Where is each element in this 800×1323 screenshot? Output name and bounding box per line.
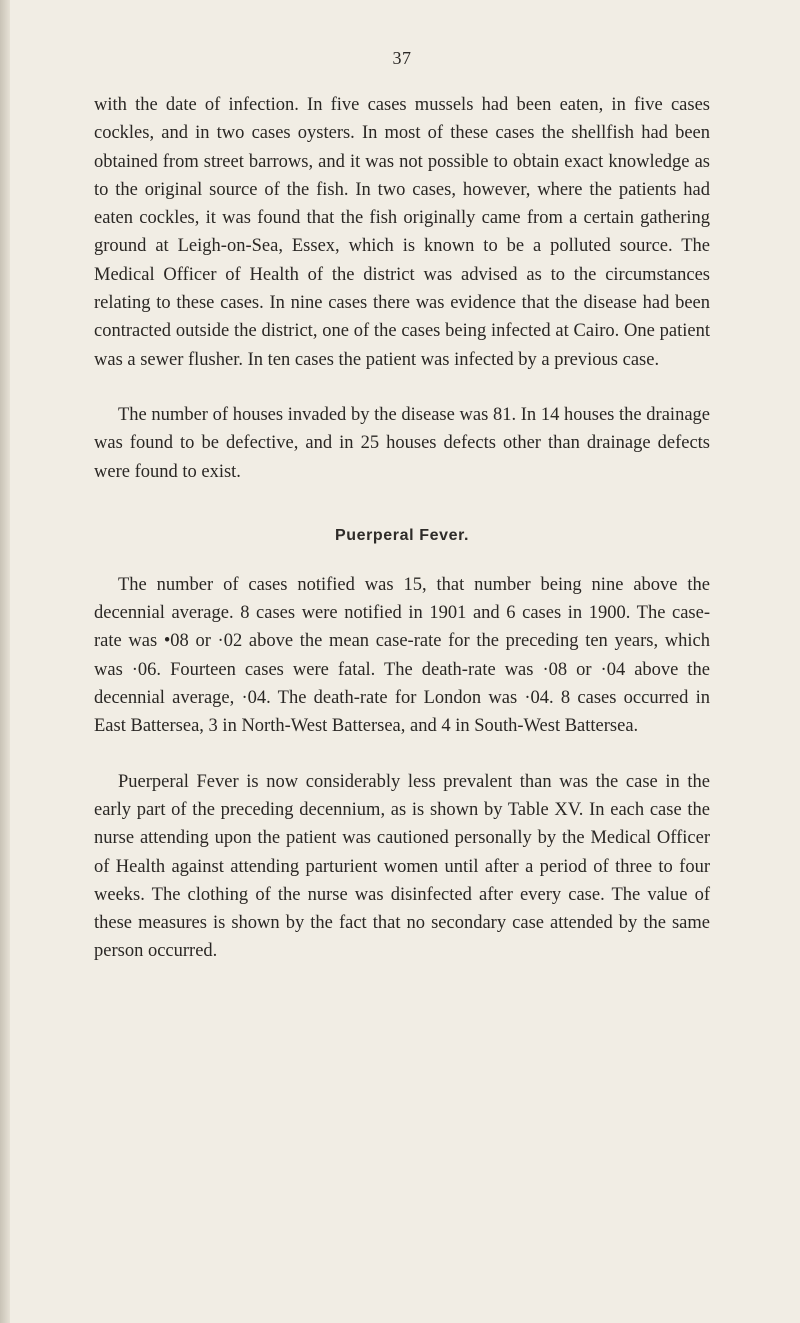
page-number: 37 [392, 48, 412, 68]
paragraph-gap [94, 374, 710, 401]
paragraph-cases-notified: The number of cases notified was 15, that number being nine above the decennial average. 8 cases were notified in 1901 and 6 cases in 1900. The case-rate was •08 or ·02 above the mean case-rate for the preceding ten years, which was ·06. Fourteen cases were fatal. The death-rate was ·08 or ·04 above the decennial average, ·04. The death-rate for London was ·04. 8 cases occurred in East Battersea, 3 in North-West Battersea, and 4 in South-West Battersea. [94, 574, 710, 737]
section-heading-puerperal-fever: Puerperal Fever. [334, 526, 470, 544]
section-gap [94, 486, 710, 517]
page-edge-shadow [0, 0, 10, 1323]
heading-gap [94, 557, 710, 571]
paragraph-houses-invaded: The number of houses invaded by the disease was 81. In 14 houses the drainage was found to be defective, and in 25 houses defects other than drainage defects were found to exist. [94, 404, 710, 482]
paragraph-gap [94, 741, 710, 768]
paragraph-infection-sources: with the date of infection. In five cases mussels had been eaten, in five cases cockles, and in two cases oysters. In most of these cases the shellfish had been obtained from street barrows, and it was not possible to obtain exact knowledge as to the original source of the fish. In two cases, however, where the patients had eaten cockles, it was found that the fish originally came from a certain gathering ground at Leigh-on-Sea, Essex, which is known to be a polluted source. The Medical Officer of Health of the district was advised as to the circumstances relating to these cases. In nine cases there was evidence that the disease had been contracted outside the district, one of the cases being infected at Cairo. One patient was a sewer flusher. In ten cases the patient was infected by a previous case. [94, 95, 710, 370]
paragraph-prevalence: Puerperal Fever is now considerably less prevalent than was the case in the early part of the preceding decennium, as is shown by Table XV. In each case the nurse attending upon the patient was cautioned personally by the Medical Officer of Health against attending parturient women until after a period of three to four weeks. The clothing of the nurse was disinfected after every case. The value of these measures is shown by the fact that no secondary case attended by the same person occurred. [94, 771, 710, 962]
document-page [94, 48, 710, 966]
